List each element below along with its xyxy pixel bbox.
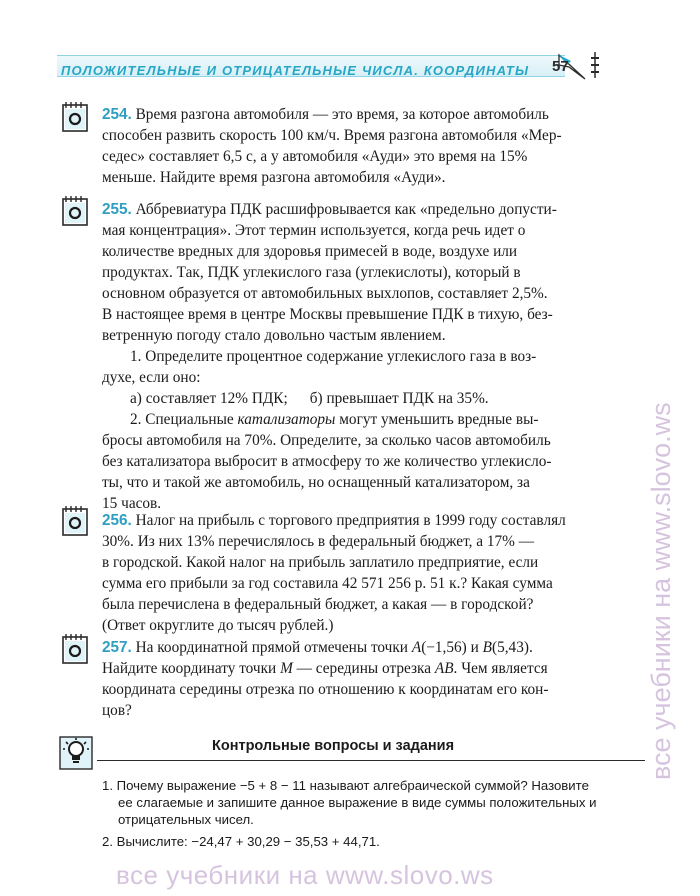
problem-number: 254. (102, 106, 132, 123)
control-questions (102, 777, 597, 850)
notepad-icon (61, 101, 91, 133)
spiral-binding-icon (591, 52, 599, 78)
text-line: продуктах. Так, ПДК углекислого газа (углекислоты), который в (102, 264, 521, 281)
option-b: б) превышает ПДК на 35%. (309, 390, 489, 407)
answer-options (102, 388, 557, 409)
text-line: 15 часов. (102, 495, 162, 512)
text-line: Найдите координату точки M — середины отрезка AB. Чем является (102, 660, 548, 677)
text-line: способен развить скорость 100 км/ч. Время разгона автомобиля «Мер- (102, 127, 562, 144)
text-line: 1. Почему выражение −5 + 8 − 11 называют алгебраической суммой? Назовите (102, 778, 589, 793)
text-line: была перечислена в федеральный бюджет, а какая — в городской? (102, 596, 534, 613)
text-line: основном образуется от автомобильных выхлопов, составляет 2,5%. (102, 285, 548, 302)
text-line: ветренную погоду стало довольно частым явлением. (102, 327, 446, 344)
problem-number: 256. (102, 512, 132, 529)
header-title: ПОЛОЖИТЕЛЬНЫЕ И ОТРИЦАТЕЛЬНЫЕ ЧИСЛА. КООРДИНАТЫ (61, 63, 530, 78)
text-line: Время разгона автомобиля — это время, за которое автомобиль (135, 106, 549, 123)
text-line: Налог на прибыль с торгового предприятия в 1999 году составлял (135, 512, 566, 529)
text-line: Аббревиатура ПДК расшифровывается как «предельно допусти- (135, 201, 557, 218)
page-number: 57 (552, 58, 569, 75)
problem-254 (102, 104, 562, 188)
text-line: ее слагаемые и запишите данное выражение в виде суммы положительных и (118, 795, 597, 810)
bottom-watermark: все учебники на www.slovo.ws (116, 860, 494, 890)
text-line: отрицательных чисел. (118, 812, 254, 827)
text-line: меньше. Найдите время разгона автомобиля «Ауди». (102, 169, 446, 186)
problem-number: 257. (102, 639, 132, 656)
text-line: сумма его прибыли за год составила 42 571 256 р. 51 к.? Какая сумма (102, 575, 553, 592)
problem-number: 255. (102, 201, 132, 218)
notepad-icon (61, 633, 91, 665)
option-a: а) составляет 12% ПДК; (130, 390, 288, 407)
text-line: количестве вредных для здоровья примесей в воде, воздухе или (102, 243, 518, 260)
running-header (57, 49, 605, 81)
text-line: 2. Вычислите: −24,47 + 30,29 − 35,53 + 44,71. (102, 834, 380, 849)
notepad-icon (61, 195, 91, 227)
vertical-watermark (640, 170, 680, 790)
text-line: (Ответ округлите до тысяч рублей.) (102, 617, 334, 634)
text-line: 2. Специальные катализаторы могут уменьшить вредные вы- (130, 411, 539, 428)
svg-text:все учебники на www.slovo.ws: все учебники на www.slovo.ws (646, 402, 676, 780)
text-line: без катализатора выбросит в атмосферу то же количество углекисло- (102, 453, 552, 470)
text-line: мая концентрация». Этот термин используется, когда речь идет о (102, 222, 526, 239)
problem-256 (102, 510, 566, 636)
notepad-icon (61, 505, 91, 537)
problem-255 (102, 199, 557, 514)
section-divider (97, 760, 645, 761)
header-bar (57, 55, 565, 77)
text-line: цов? (102, 702, 132, 719)
lightbulb-icon (59, 736, 93, 770)
text-line: В настоящее время в центре Москвы превышение ПДК в тихую, без- (102, 306, 553, 323)
section-title: Контрольные вопросы и задания (212, 738, 455, 754)
text-line: 1. Определите процентное содержание углекислого газа в воз- (130, 348, 537, 365)
text-line: 30%. Из них 13% перечислялось в федеральный бюджет, а 17% — (102, 533, 535, 550)
text-line: духе, если оно: (102, 369, 201, 386)
italic-term: катализаторы (237, 411, 336, 428)
text-line: ты, что и такой же автомобиль, но оснащенный катализатором, за (102, 474, 530, 491)
text-line: в городской. Какой налог на прибыль заплатило предприятие, если (102, 554, 539, 571)
text-line: седес» составляет 6,5 с, а у автомобиля «Ауди» это время на 15% (102, 148, 528, 165)
text-line: координата середины отрезка по отношению к координатам его кон- (102, 681, 549, 698)
text-line: бросы автомобиля на 70%. Определите, за сколько часов автомобиль (102, 432, 551, 449)
problem-257: 257. На координатной прямой отмечены точки A(−1,56) и B(5,43). Найдите координату точки M — середины отрезка AB. Чем является координата середины отрезка по отношению к координатам его кон- цов? (102, 639, 549, 719)
